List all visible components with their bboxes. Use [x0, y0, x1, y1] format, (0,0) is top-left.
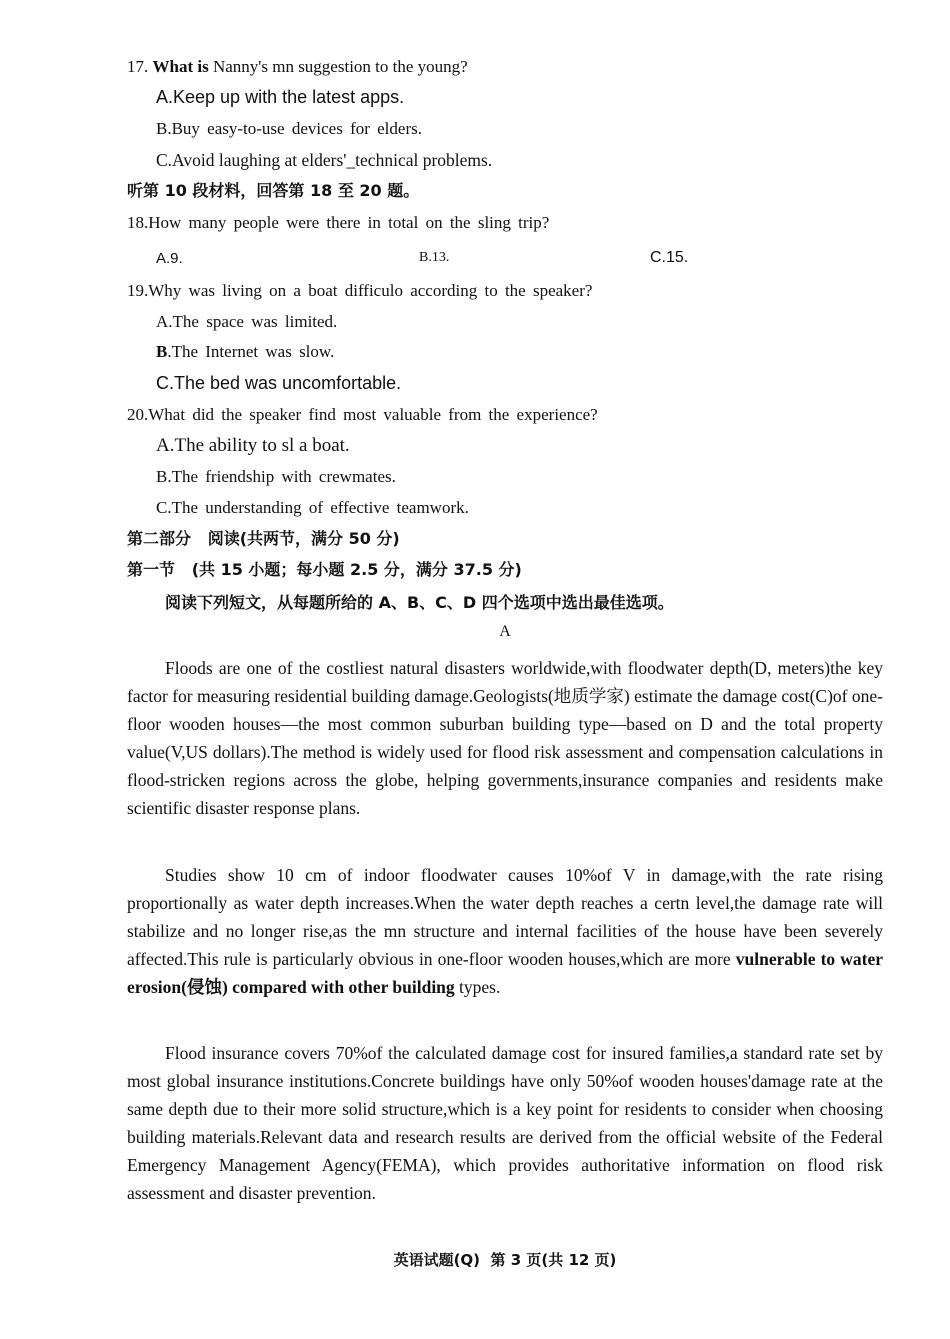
question-20-option-a: A.The ability to sl a boat.	[156, 435, 350, 456]
question-20-option-c: C.The understanding of effective teamwork.	[156, 498, 469, 517]
page-footer: 英语试题(Q) 第 3 页(共 12 页)	[393, 1251, 617, 1269]
reading-direction: 阅读下列短文，从每题所给的 A、B、C、D 四个选项中选出最佳选项。	[165, 593, 674, 612]
question-17-option-b: B.Buy easy-to-use devices for elders.	[156, 119, 422, 138]
question-20-option-b: B.The friendship with crewmates.	[156, 467, 396, 486]
option-letter: B	[156, 342, 168, 361]
question-19-option-b	[156, 341, 334, 363]
paragraph-text: Studies show 10 cm of indoor floodwater causes 10%of V in damage,with the rate rising proportionally as water depth increases.When the water depth reaches a certn level,the damage rate will stabilize and no longer rise,as the mn structure and internal facilities of the house have been severely affected.This rule is particularly obvious in one-floor wooden houses,which are more	[127, 865, 883, 969]
question-18-option-b: B.13.	[419, 250, 450, 265]
question-18-option-a: A.9.	[156, 250, 183, 267]
passage-label: A	[499, 623, 511, 640]
listening-instruction-10: 听第 10 段材料，回答第 18 至 20 题。	[127, 181, 420, 200]
question-19-option-c: C.The bed was uncomfortable.	[156, 373, 402, 393]
passage-paragraph-3: Flood insurance covers 70%of the calculated damage cost for insured families,a standard rate set by most global insurance institutions.Concrete buildings have only 50%of wooden houses'damage rate at the same depth due to their more solid structure,which is a key point for residents to consider when choosing building materials.Relevant data and research results are derived from the official website of the Federal Emergency Management Agency(FEMA), which provides authoritative information on flood risk assessment and disaster prevention.	[127, 1043, 883, 1203]
question-17-option-c: C.Avoid laughing at elders'_technical problems.	[156, 150, 493, 170]
question-19-option-a: A.The space was limited.	[156, 312, 338, 331]
question-20-stem: 20.What did the speaker find most valuable from the experience?	[127, 405, 598, 424]
paragraph-text-end: types.	[454, 977, 501, 997]
question-lead: What is	[152, 57, 209, 76]
question-number: 17.	[127, 57, 153, 76]
question-18-option-c: C.15.	[650, 249, 689, 266]
section-one-heading: 第一节 (共 15 小题；每小题 2.5 分，满分 37.5 分)	[127, 560, 522, 579]
question-19-stem: 19.Why was living on a boat difficulo according to the speaker?	[127, 281, 593, 300]
passage-paragraph-1: Floods are one of the costliest natural disasters worldwide,with floodwater depth(D, meters)the key factor for measuring residential building damage.Geologists(地质学家) estimate the damage cost(C)of one-floor wooden houses—the most common suburban building type—based on D and the total property value(V,US dollars).The method is widely used for flood risk assessment and compensation calculations in flood-stricken regions across the globe, helping governments,insurance companies and residents make scientific disaster response plans.	[127, 658, 883, 818]
question-18-stem: 18.How many people were there in total on the sling trip?	[127, 213, 550, 232]
option-text: .The Internet was slow.	[167, 342, 335, 361]
question-text: Nanny's mn suggestion to the young?	[208, 57, 468, 76]
question-17-option-a: A.Keep up with the latest apps.	[156, 87, 405, 107]
question-17-stem	[127, 56, 468, 78]
passage-paragraph-2	[127, 861, 883, 1001]
emphasized-phrase: vulnerable to water erosion(侵蚀) compared with other building	[127, 949, 883, 997]
part-two-heading: 第二部分 阅读(共两节，满分 50 分)	[127, 529, 400, 548]
